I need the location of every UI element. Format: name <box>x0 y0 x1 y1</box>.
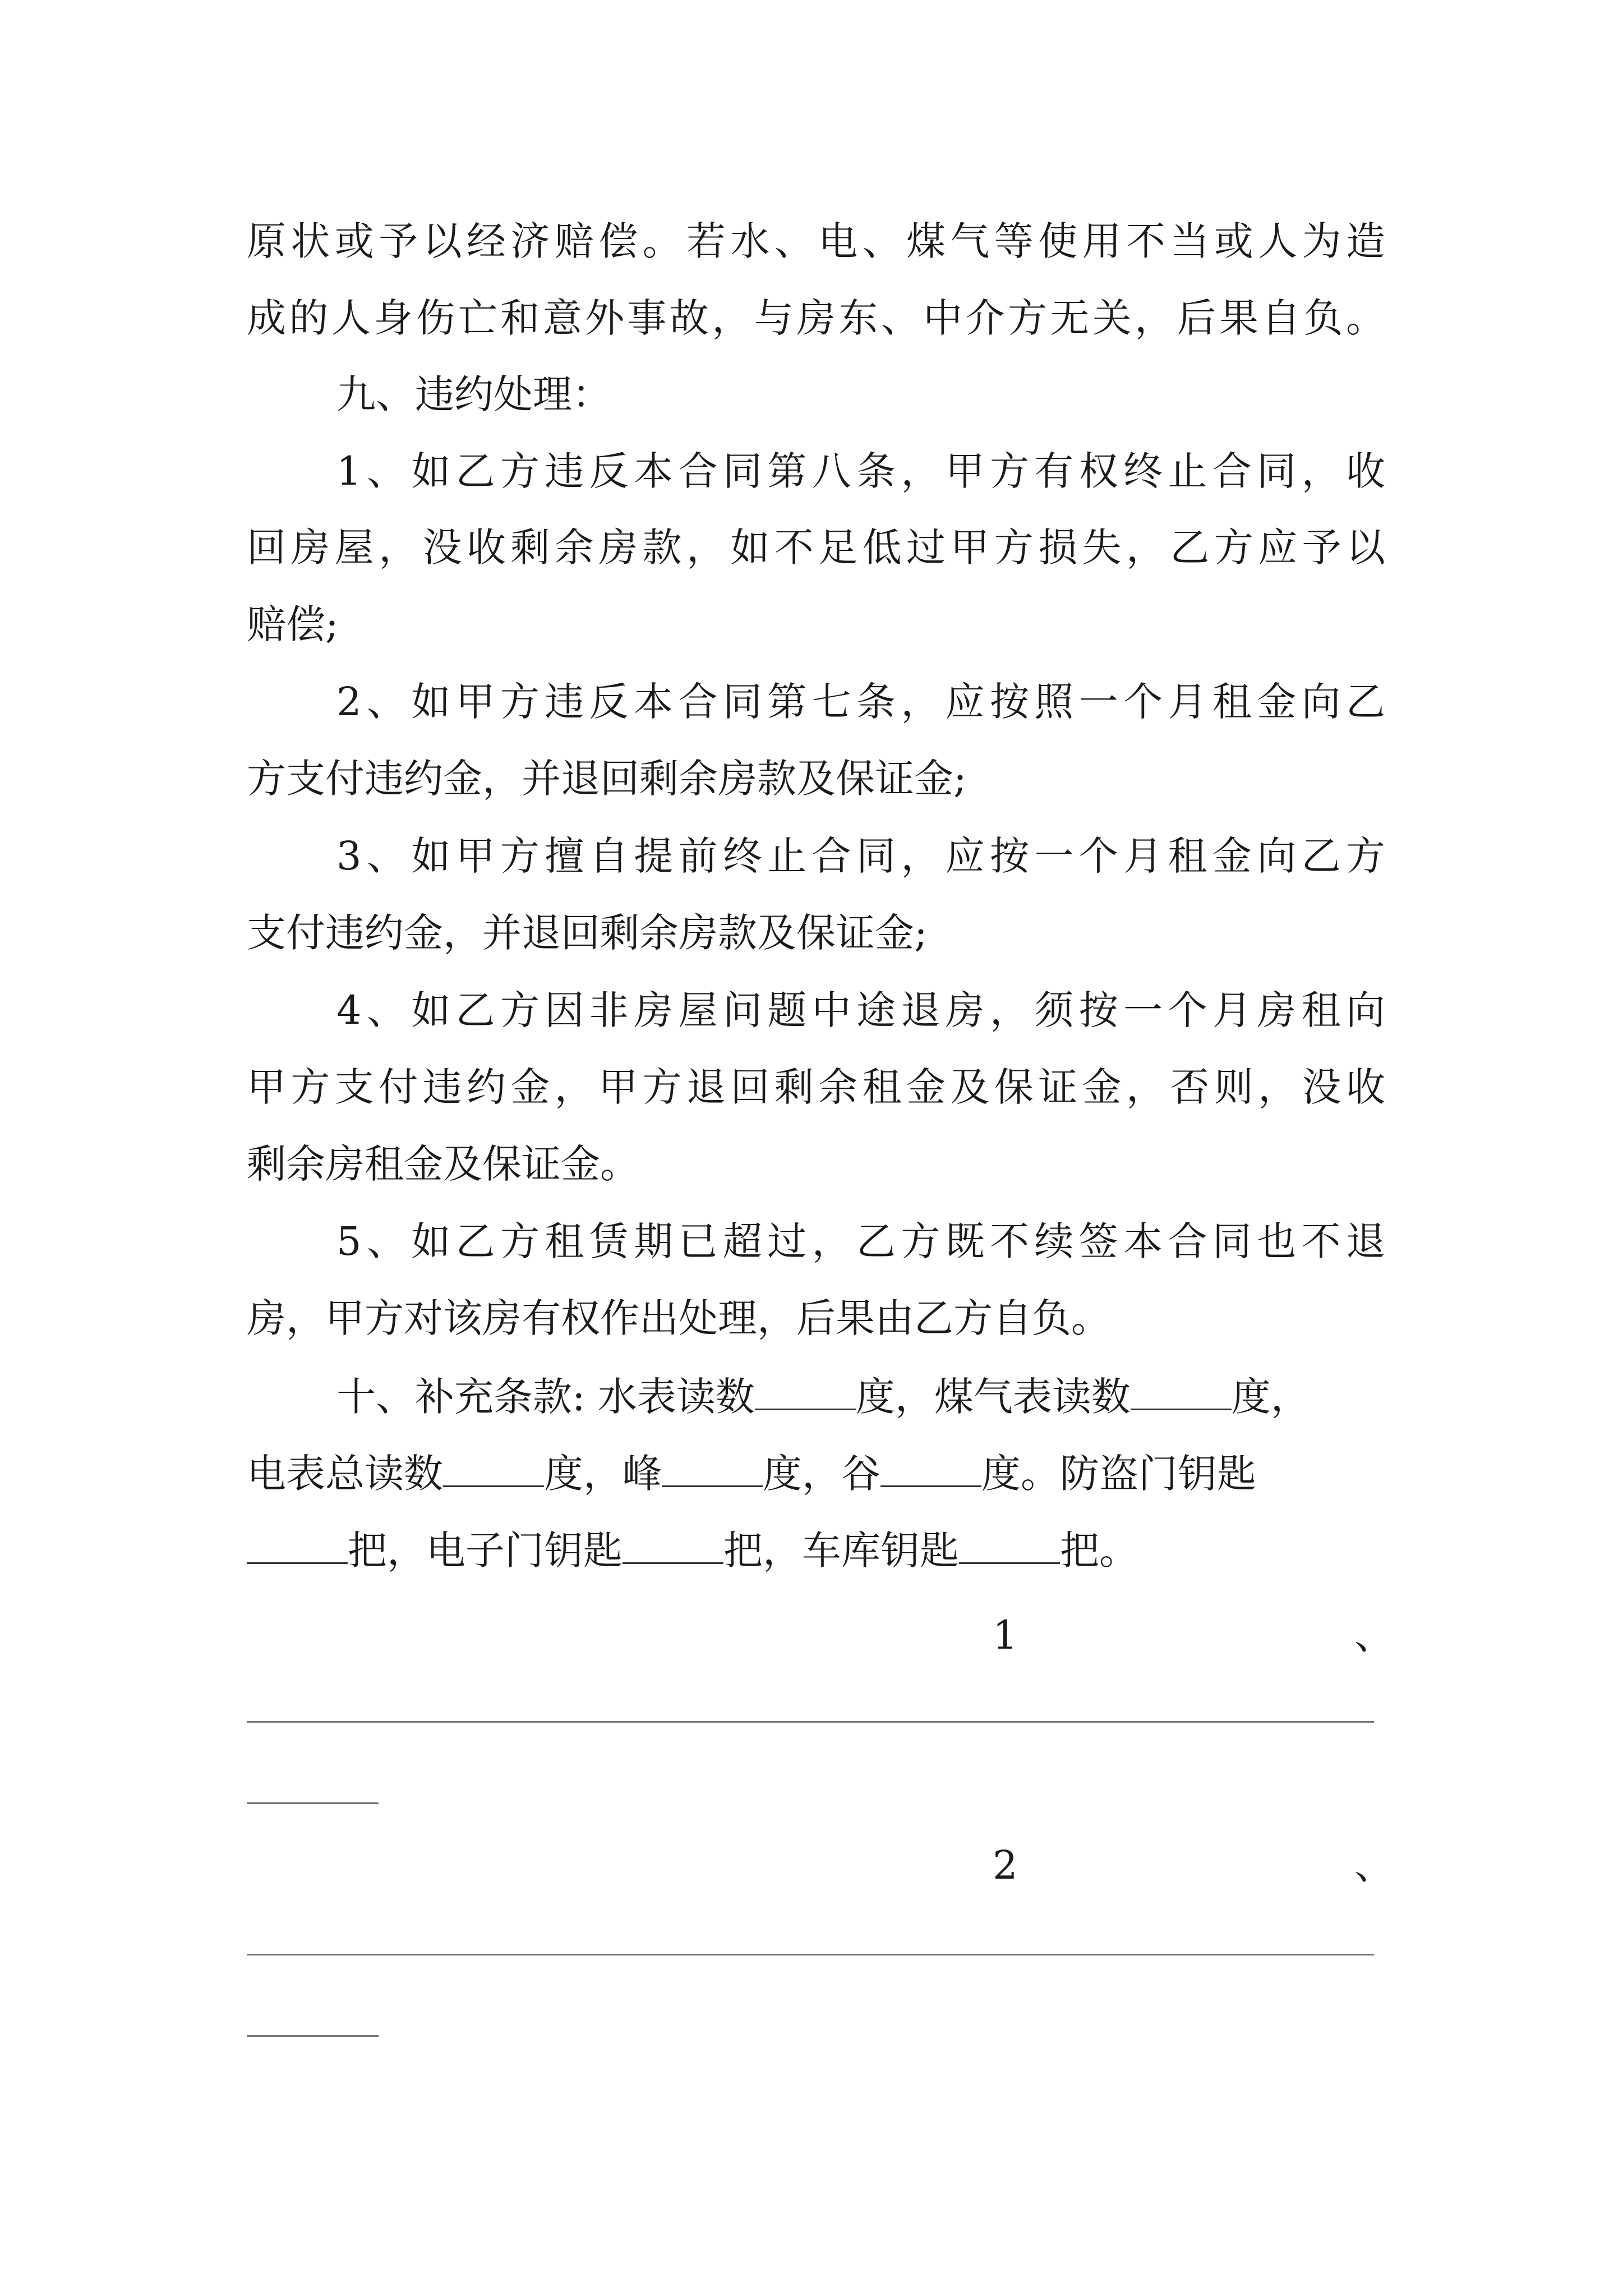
supplement-text: 度，峰 <box>544 1451 662 1497</box>
item-number: 2 <box>993 1842 1018 1888</box>
text-line: 1、如乙方违反本合同第八条，甲方有权终止合同，收 <box>336 448 1385 494</box>
text-line: 3、如甲方擅自提前终止合同，应按一个月租金向乙方 <box>336 833 1385 879</box>
text-line: 原状或予以经济赔偿。若水、电、煤气等使用不当或人为造 <box>247 218 1385 264</box>
fill-line[interactable] <box>247 1954 1374 1955</box>
fill-blank[interactable] <box>623 1530 723 1564</box>
text-line: 甲方支付违约金，甲方退回剩余租金及保证金，否则，没收 <box>247 1064 1385 1110</box>
fill-blank[interactable] <box>247 1530 348 1564</box>
supplement-text: 度，煤气表读数 <box>855 1374 1131 1420</box>
supplement-text: 把。 <box>1060 1527 1138 1573</box>
item-separator: 、 <box>1354 1842 1394 1888</box>
supplement-line-2 <box>247 1451 1256 1497</box>
supplement-text: 电表总读数 <box>247 1451 443 1497</box>
text-line: 2、如甲方违反本合同第七条，应按照一个月租金向乙 <box>336 679 1385 725</box>
supplement-text: 把，车库钥匙 <box>723 1527 959 1573</box>
text-line: 房，甲方对该房有权作出处理，后果由乙方自负。 <box>247 1295 1110 1341</box>
supplement-text: 度， <box>1231 1374 1310 1420</box>
fill-blank[interactable] <box>662 1453 763 1487</box>
text-line: 成的人身伤亡和意外事故，与房东、中介方无关，后果自负。 <box>247 295 1385 341</box>
supplement-text: 度。防盗门钥匙 <box>981 1451 1256 1497</box>
supplement-text: 度，谷 <box>763 1451 880 1497</box>
fill-line[interactable] <box>247 1802 379 1804</box>
supplement-text: 把，电子门钥匙 <box>348 1527 623 1573</box>
item-number: 1 <box>993 1612 1018 1658</box>
fill-blank[interactable] <box>1131 1376 1232 1410</box>
text-line: 剩余房租金及保证金。 <box>247 1141 639 1187</box>
item-separator: 、 <box>1354 1612 1394 1658</box>
fill-blank[interactable] <box>443 1453 544 1487</box>
fill-line[interactable] <box>247 1721 1374 1723</box>
text-line: 赔偿; <box>247 601 339 647</box>
fill-blank[interactable] <box>880 1453 981 1487</box>
supplement-line-3 <box>247 1527 1138 1573</box>
fill-blank[interactable] <box>755 1376 856 1410</box>
supplement-text: 十、补充条款: 水表读数 <box>336 1374 755 1420</box>
text-line: 回房屋，没收剩余房款，如不足低过甲方损失，乙方应予以 <box>247 524 1385 570</box>
text-line: 方支付违约金，并退回剩余房款及保证金; <box>247 756 967 802</box>
supplement-line-1 <box>336 1374 1310 1420</box>
text-line: 4、如乙方因非房屋问题中途退房，须按一个月房租向 <box>336 987 1385 1033</box>
text-line: 支付违约金，并退回剩余房款及保证金; <box>247 910 928 956</box>
fill-blank[interactable] <box>959 1530 1060 1564</box>
fill-line[interactable] <box>247 2035 379 2037</box>
section-heading: 九、违约处理： <box>336 371 611 417</box>
text-line: 5、如乙方租赁期已超过，乙方既不续签本合同也不退 <box>336 1218 1385 1264</box>
